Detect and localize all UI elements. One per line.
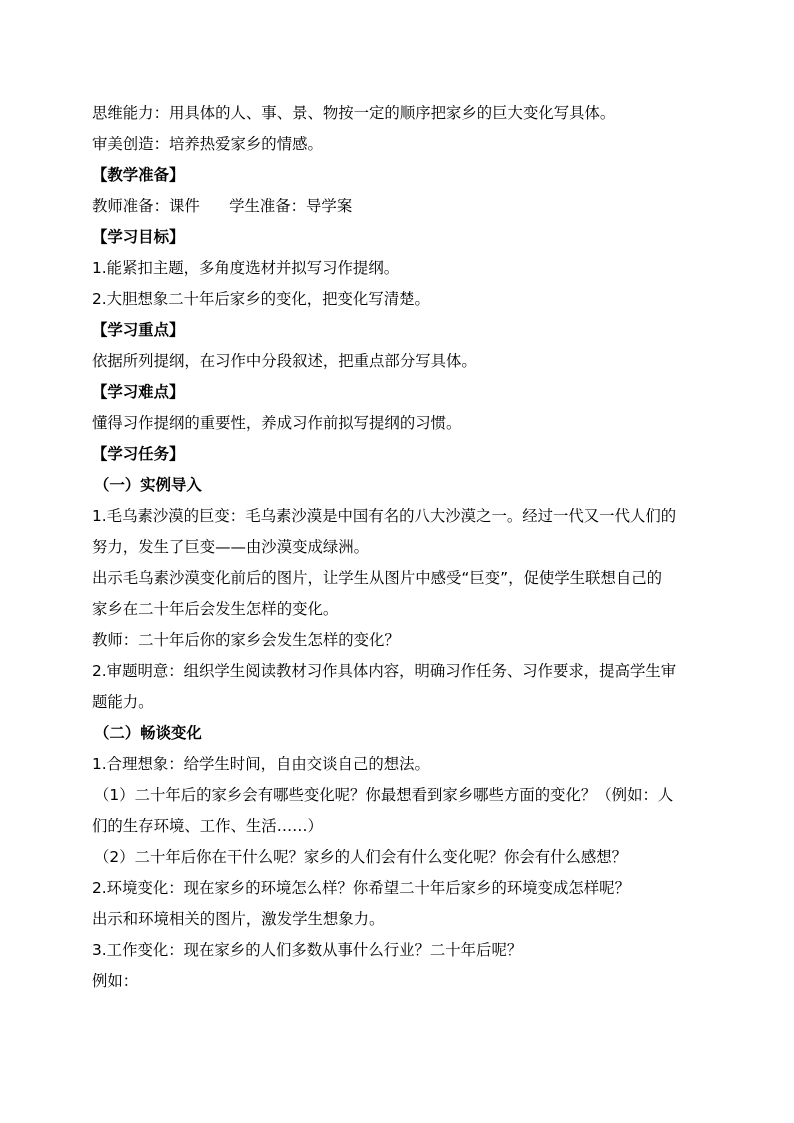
text-line: 3.工作变化：现在家乡的人们多数从事什么行业？二十年后呢？ xyxy=(92,941,523,959)
text-line: 1.合理想象：给学生时间，自由交谈自己的想法。 xyxy=(92,755,430,773)
text-line: 例如： xyxy=(92,972,139,990)
text-line: 2.审题明意：组织学生阅读教材习作具体内容，明确习作任务、习作要求，提高学生审 xyxy=(92,662,677,680)
subsection-heading: （二）畅谈变化 xyxy=(94,724,202,742)
text-line: 2.大胆想象二十年后家乡的变化，把变化写清楚。 xyxy=(92,290,430,308)
section-heading: 【学习目标】 xyxy=(92,228,185,246)
text-line: 教师准备：课件 学生准备：导学案 xyxy=(92,197,353,215)
section-heading: 【学习重点】 xyxy=(92,321,185,339)
text-line: 教师：二十年后你的家乡会发生怎样的变化？ xyxy=(92,631,400,649)
text-line: 家乡在二十年后会发生怎样的变化。 xyxy=(92,600,339,618)
section-heading: 【学习难点】 xyxy=(92,383,185,401)
section-heading: 【学习任务】 xyxy=(92,445,185,463)
text-line: 1.毛乌素沙漠的巨变：毛乌素沙漠是中国有名的八大沙漠之一。经过一代又一代人们的 xyxy=(92,507,677,525)
text-line: （1）二十年后的家乡会有哪些变化呢？你最想看到家乡哪些方面的变化？（例如：人 xyxy=(94,786,674,804)
text-line: （2）二十年后你在干什么呢？家乡的人们会有什么变化呢？你会有什么感想？ xyxy=(94,848,628,866)
document-body xyxy=(92,98,702,997)
text-line: 审美创造：培养热爱家乡的情感。 xyxy=(92,135,323,153)
section-heading: 【教学准备】 xyxy=(92,166,185,184)
text-line: 2.环境变化：现在家乡的环境怎么样？你希望二十年后家乡的环境变成怎样呢？ xyxy=(92,879,630,897)
text-line: 懂得习作提纲的重要性，养成习作前拟写提纲的习惯。 xyxy=(92,414,462,432)
text-line: 出示毛乌素沙漠变化前后的图片，让学生从图片中感受“巨变”，促使学生联想自己的 xyxy=(92,569,663,587)
text-line: 们的生存环境、工作、生活……） xyxy=(92,817,323,835)
text-line: 题能力。 xyxy=(92,693,154,711)
text-line: 出示和环境相关的图片，激发学生想象力。 xyxy=(92,910,385,928)
text-line: 依据所列提纲，在习作中分段叙述，把重点部分写具体。 xyxy=(92,352,477,370)
text-line: 1.能紧扣主题，多角度选材并拟写习作提纲。 xyxy=(92,259,400,277)
text-line: 努力，发生了巨变——由沙漠变成绿洲。 xyxy=(92,538,370,556)
subsection-heading: （一）实例导入 xyxy=(94,476,202,494)
text-line: 思维能力：用具体的人、事、景、物按一定的顺序把家乡的巨大变化写具体。 xyxy=(92,104,616,122)
